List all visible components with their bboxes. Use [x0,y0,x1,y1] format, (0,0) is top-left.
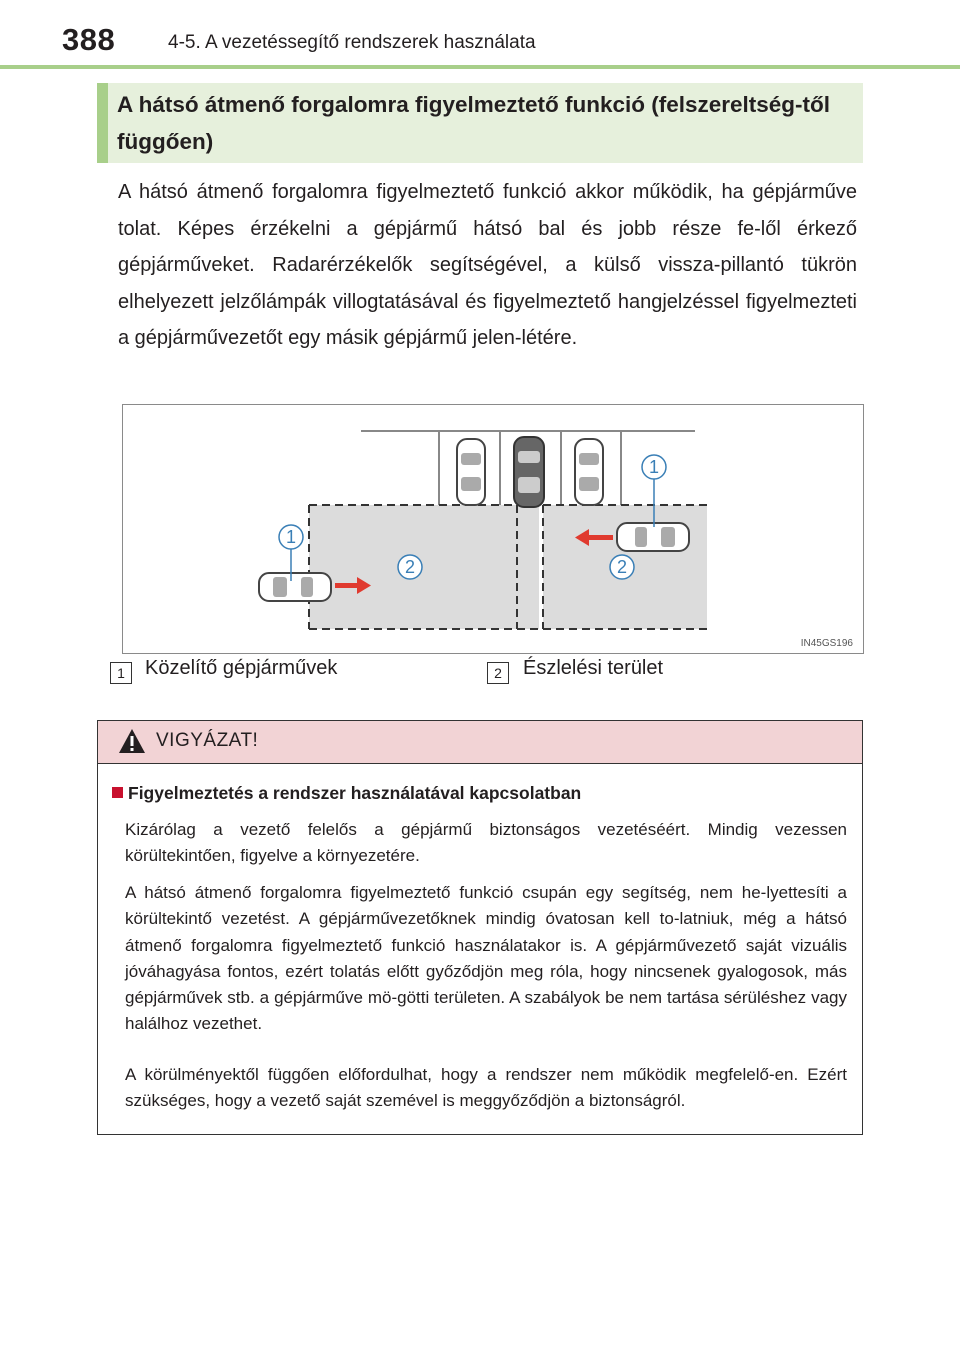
rcta-illustration [122,404,864,654]
legend-text-1: Közelítő gépjárművek [145,657,338,679]
callout-1-right: 1 [648,457,660,477]
detection-area-left [309,505,539,629]
callout-2-left: 2 [404,557,416,577]
callout-2-right: 2 [616,557,628,577]
chapter-title: 4-5. A vezetéssegítő rendszerek használata [168,32,536,53]
legend-number-1: 1 [110,662,132,684]
rcta-diagram [123,405,863,653]
legend-number-2: 2 [487,662,509,684]
red-square-bullet-icon [112,787,123,798]
caution-subheading [112,783,581,804]
section-heading [97,83,863,163]
parked-car-2 [575,439,603,505]
warning-triangle-icon [118,728,146,754]
caution-header [98,721,862,764]
legend-text-2: Észlelési terület [523,657,664,679]
header-rule [0,65,960,69]
figure-code: IN45GS196 [800,638,853,649]
section-title: A hátsó átmenő forgalomra figyelmeztető funkció (felszereltség-től függően) [117,92,831,154]
caution-title: VIGYÁZAT! [156,730,259,751]
caution-paragraph-1: Kizárólag a vezető felelős a gépjármű biztonságos vezetéséért. Mindig vezessen körültekintően, figyelve a környezetére. [125,820,847,866]
intro-paragraph: A hátsó átmenő forgalomra figyelmeztető funkció akkor működik, ha gépjárműve tolat. Képes érzékelni a gépjármű hátsó bal és jobb része fe-lől érkező gépjárműveket. Radarérzékelők segítségével, a külső vissza-pillantó tükrön elhelyezett jelzőlámpák villogtatásával és figyelmeztető hangjelzéssel figyelmezteti a gépjárművezetőt egy másik gépjármű jelen-létére. [118,181,857,350]
reversing-car [514,437,544,507]
parked-car-1 [457,439,485,505]
caution-paragraph-3: A körülményektől függően előfordulhat, hogy a rendszer nem működik megfelelő-en. Ezért szükséges, hogy a vezető saját szemével is meggyőződjön a biztonságról. [125,1065,847,1111]
page-number: 388 [62,22,116,57]
section-heading-bar [97,83,108,163]
callout-1-left: 1 [285,527,297,547]
approaching-car-right [617,523,689,551]
approaching-car-left [259,573,331,601]
caution-box [97,720,863,1135]
caution-paragraph-2: A hátsó átmenő forgalomra figyelmeztető funkció csupán egy segítség, nem he-lyettesíti a körültekintő vezetést. A gépjárművezetőknek mindig óvatosan kell to-latniuk, még a hátsó átmenő forgalomra figyelmeztető funkció használatakor is. A gépjárművezető saját vizuális jóváhagyása fontos, ezért tolatás előtt győződjön meg róla, hogy nincsenek gyalogosok, más gépjárművek stb. a gépjárműve mö-götti területen. A szabályok be nem tartása sérüléshez vagy halálhoz vezethet. [125,883,847,1034]
caution-subheading-text: Figyelmeztetés a rendszer használatával kapcsolatban [128,783,582,803]
